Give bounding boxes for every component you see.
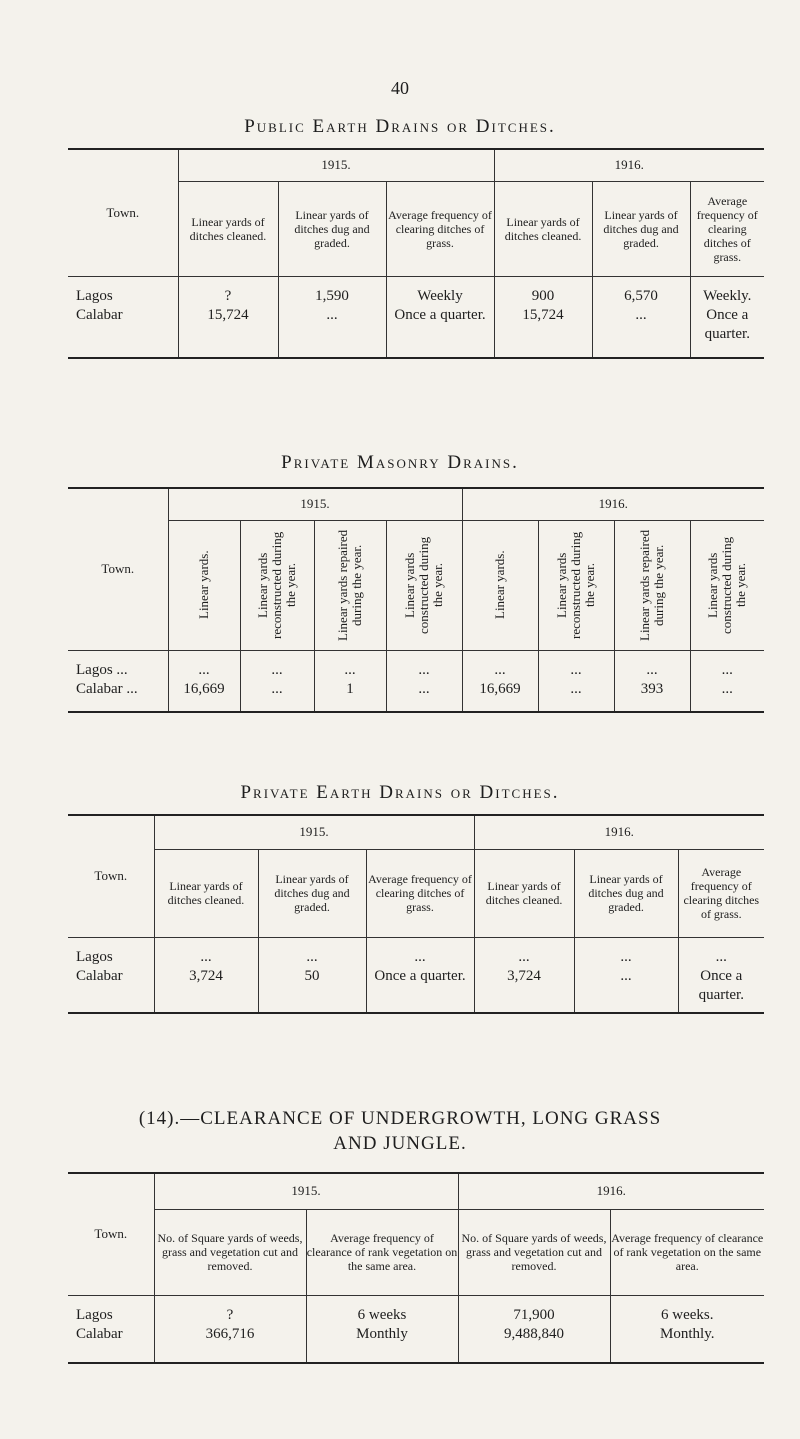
data-cell: Weekly. Once a quarter. [703, 287, 752, 342]
year-header-1915: 1915. [154, 1173, 458, 1209]
section-title-private-earth-drains: Private Earth Drains or Ditches. [240, 782, 560, 803]
column-header: No. of Square yards of weeds, grass and vegetation cut and removed. [458, 1209, 610, 1295]
town-name: Calabar [76, 967, 123, 984]
column-header: Linear yards of ditches cleaned. [494, 181, 592, 276]
column-header: Linear yards of ditches dug and graded. [574, 849, 678, 937]
table-private-earth-drains [68, 814, 764, 1014]
section-title-public-earth-drains: Public Earth Drains or Ditches. [244, 116, 556, 137]
town-name: Lagos [76, 948, 113, 965]
town-name: Lagos [76, 287, 113, 304]
data-cell: ... 3,724 [154, 937, 258, 1013]
data-cell: ... ... [721, 661, 733, 697]
data-cell: ? 15,724 [178, 276, 278, 358]
column-header: Linear yards constructed during the year. [690, 520, 764, 650]
year-header-1916: 1916. [474, 815, 764, 849]
data-cell: ... 393 [614, 650, 690, 712]
column-header: Average frequency of clearance of rank vegetation on the same area. [306, 1209, 458, 1295]
data-cell: 6 weeks. Monthly. [660, 1306, 715, 1342]
column-header: Linear yards constructed during the year. [386, 520, 462, 650]
data-cell: 6,570 ... [592, 276, 690, 358]
data-cell: ... ... [240, 650, 314, 712]
data-cell: Weekly Once a quarter. [386, 276, 494, 358]
data-cell: ... ... [574, 937, 678, 1013]
data-cell: ... 16,669 [462, 650, 538, 712]
section-title-line: (14).—CLEARANCE OF UNDERGROWTH, LONG GRASS [138, 1108, 662, 1129]
data-cell: ? 366,716 [154, 1295, 306, 1363]
town-header: Town. [68, 1173, 154, 1295]
column-header: Linear yards of ditches cleaned. [178, 181, 278, 276]
town-name: Calabar [76, 306, 123, 323]
section-title-clearance-undergrowth [0, 1106, 800, 1156]
town-name: Lagos [76, 1306, 113, 1323]
column-header: Linear yards reconstructed during the year. [538, 520, 614, 650]
column-header: Linear yards. [462, 520, 538, 650]
data-cell: 1,590 ... [278, 276, 386, 358]
data-cell: ... ... [538, 650, 614, 712]
column-header: Linear yards of ditches cleaned. [154, 849, 258, 937]
year-header-1915: 1915. [168, 488, 462, 520]
data-cell: ... 50 [258, 937, 366, 1013]
column-header: Linear yards of ditches dug and graded. [258, 849, 366, 937]
data-cell: ... Once a quarter. [698, 948, 744, 1003]
data-cell: 6 weeks Monthly [306, 1295, 458, 1363]
year-header-1915: 1915. [154, 815, 474, 849]
table-clearance-undergrowth [68, 1172, 764, 1364]
column-header: Linear yards repaired during the year. [314, 520, 386, 650]
column-header: Linear yards reconstructed during the year. [240, 520, 314, 650]
town-name: Calabar ... [76, 680, 138, 697]
section-title-line: AND JUNGLE. [333, 1133, 467, 1154]
town-cell [68, 650, 168, 712]
column-header: Average frequency of clearing ditches of grass. [366, 849, 474, 937]
table-private-masonry-drains [68, 487, 764, 713]
town-name: Lagos ... [76, 661, 128, 678]
section-title-private-masonry-drains: Private Masonry Drains. [281, 452, 519, 473]
column-header: Average frequency of clearance of rank vegetation on the same area. [610, 1209, 764, 1295]
data-cell: ... Once a quarter. [366, 937, 474, 1013]
page-number: 40 [391, 78, 409, 98]
column-header: No. of Square yards of weeds, grass and vegetation cut and removed. [154, 1209, 306, 1295]
town-name: Calabar [76, 1325, 123, 1342]
town-header: Town. [68, 815, 154, 937]
year-header-1916: 1916. [494, 149, 764, 181]
column-header: Average frequency of clearing ditches of grass. [690, 181, 764, 276]
column-header: Linear yards of ditches dug and graded. [278, 181, 386, 276]
town-cell [68, 1295, 154, 1363]
column-header: Linear yards. [168, 520, 240, 650]
year-header-1916: 1916. [462, 488, 764, 520]
town-header: Town. [68, 488, 168, 650]
column-header: Average frequency of clearing ditches of grass. [386, 181, 494, 276]
data-cell: ... 16,669 [168, 650, 240, 712]
town-cell [68, 276, 178, 358]
data-cell: ... 1 [314, 650, 386, 712]
year-header-1916: 1916. [458, 1173, 764, 1209]
town-header: Town. [68, 149, 178, 276]
data-cell: 71,900 9,488,840 [458, 1295, 610, 1363]
column-header: Average frequency of clearing ditches of grass. [678, 849, 764, 937]
data-cell: 900 15,724 [494, 276, 592, 358]
column-header: Linear yards repaired during the year. [614, 520, 690, 650]
data-cell: ... ... [386, 650, 462, 712]
table-public-earth-drains [68, 148, 764, 359]
column-header: Linear yards of ditches dug and graded. [592, 181, 690, 276]
town-cell [68, 937, 154, 1013]
data-cell: ... 3,724 [474, 937, 574, 1013]
column-header: Linear yards of ditches cleaned. [474, 849, 574, 937]
year-header-1915: 1915. [178, 149, 494, 181]
